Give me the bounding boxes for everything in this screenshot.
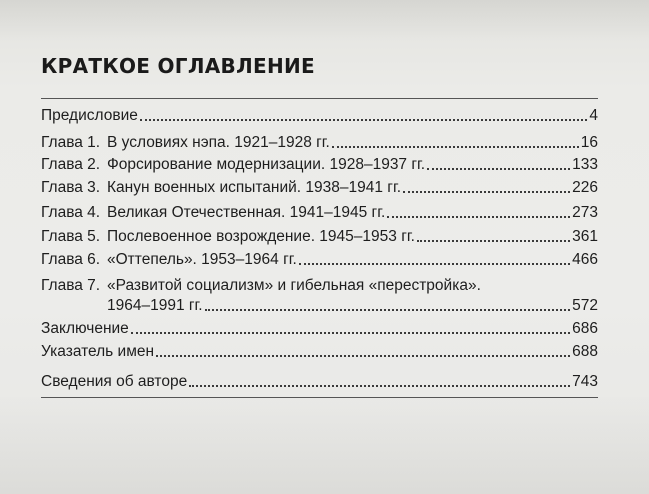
divider-bottom <box>41 397 598 398</box>
toc-entry-page: 686 <box>572 320 598 337</box>
toc-entry-chapter-1 <box>41 133 598 153</box>
leader-dots <box>299 263 570 265</box>
toc-entry-preface <box>41 106 598 126</box>
toc-entry-chapter-7-line-1 <box>41 276 598 296</box>
leader-dots <box>156 355 570 357</box>
leader-dots <box>131 332 570 334</box>
toc-entry-title: Заключение <box>41 320 129 337</box>
toc-entry-title: Предисловие <box>41 107 138 124</box>
toc-entry-page: 133 <box>572 156 598 173</box>
toc-entry-page: 273 <box>572 204 598 221</box>
toc-entry-about-author <box>41 372 598 392</box>
toc-entry-number: Глава 6. <box>41 251 101 268</box>
toc-entry-page: 466 <box>572 251 598 268</box>
toc-entry-number: Глава 3. <box>41 179 101 196</box>
toc-entry-number: Глава 4. <box>41 204 101 221</box>
toc-entry-conclusion <box>41 319 598 339</box>
leader-dots <box>417 240 570 242</box>
page-title: КРАТКОЕ ОГЛАВЛЕНИЕ <box>41 54 315 78</box>
bleed-through-bottom <box>0 395 649 494</box>
toc-entry-page: 688 <box>572 343 598 360</box>
leader-dots <box>387 216 570 218</box>
toc-entry-title: Форсирование модернизации. 1928–1937 гг. <box>107 156 426 173</box>
toc-entry-title: В условиях нэпа. 1921–1928 гг. <box>107 134 330 151</box>
leader-dots <box>427 168 570 170</box>
leader-dots <box>332 146 579 148</box>
toc-entry-title: Сведения об авторе <box>41 373 188 390</box>
toc-entry-number: Глава 1. <box>41 134 101 151</box>
toc-entry-title: Канун военных испытаний. 1938–1941 гг. <box>107 179 402 196</box>
toc-entry-number: Глава 7. <box>41 277 101 294</box>
toc-entry-chapter-5 <box>41 227 598 247</box>
toc-entry-title: Послевоенное возрождение. 1945–1953 гг. <box>107 228 415 245</box>
leader-dots <box>189 385 570 387</box>
toc-entry-chapter-2 <box>41 155 598 175</box>
leader-dots <box>403 191 570 193</box>
toc-entry-page: 16 <box>580 134 598 151</box>
toc-entry-title: Великая Отечественная. 1941–1945 гг. <box>107 204 386 221</box>
leader-dots <box>205 309 571 311</box>
toc-entry-title: «Развитой социализм» и гибельная «перестройка». <box>107 277 481 294</box>
toc-entry-name-index <box>41 342 598 362</box>
toc-entry-page: 4 <box>589 107 598 124</box>
toc-entry-number: Глава 5. <box>41 228 101 245</box>
toc-entry-chapter-7-line-2 <box>41 296 598 316</box>
divider-top <box>41 98 598 99</box>
toc-entry-number: Глава 2. <box>41 156 101 173</box>
toc-entry-page: 361 <box>572 228 598 245</box>
toc-entry-chapter-4 <box>41 203 598 223</box>
toc-entry-page: 743 <box>572 373 598 390</box>
toc-entry-title: «Оттепель». 1953–1964 гг. <box>107 251 297 268</box>
toc-entry-chapter-3 <box>41 178 598 198</box>
bleed-through-top <box>0 0 649 40</box>
toc-entry-chapter-6 <box>41 250 598 270</box>
toc-entry-page: 572 <box>572 297 598 314</box>
toc-entry-title-continued: 1964–1991 гг. <box>107 297 203 314</box>
toc-entry-title: Указатель имен <box>41 343 155 360</box>
toc-entry-page: 226 <box>572 179 598 196</box>
leader-dots <box>140 119 588 121</box>
